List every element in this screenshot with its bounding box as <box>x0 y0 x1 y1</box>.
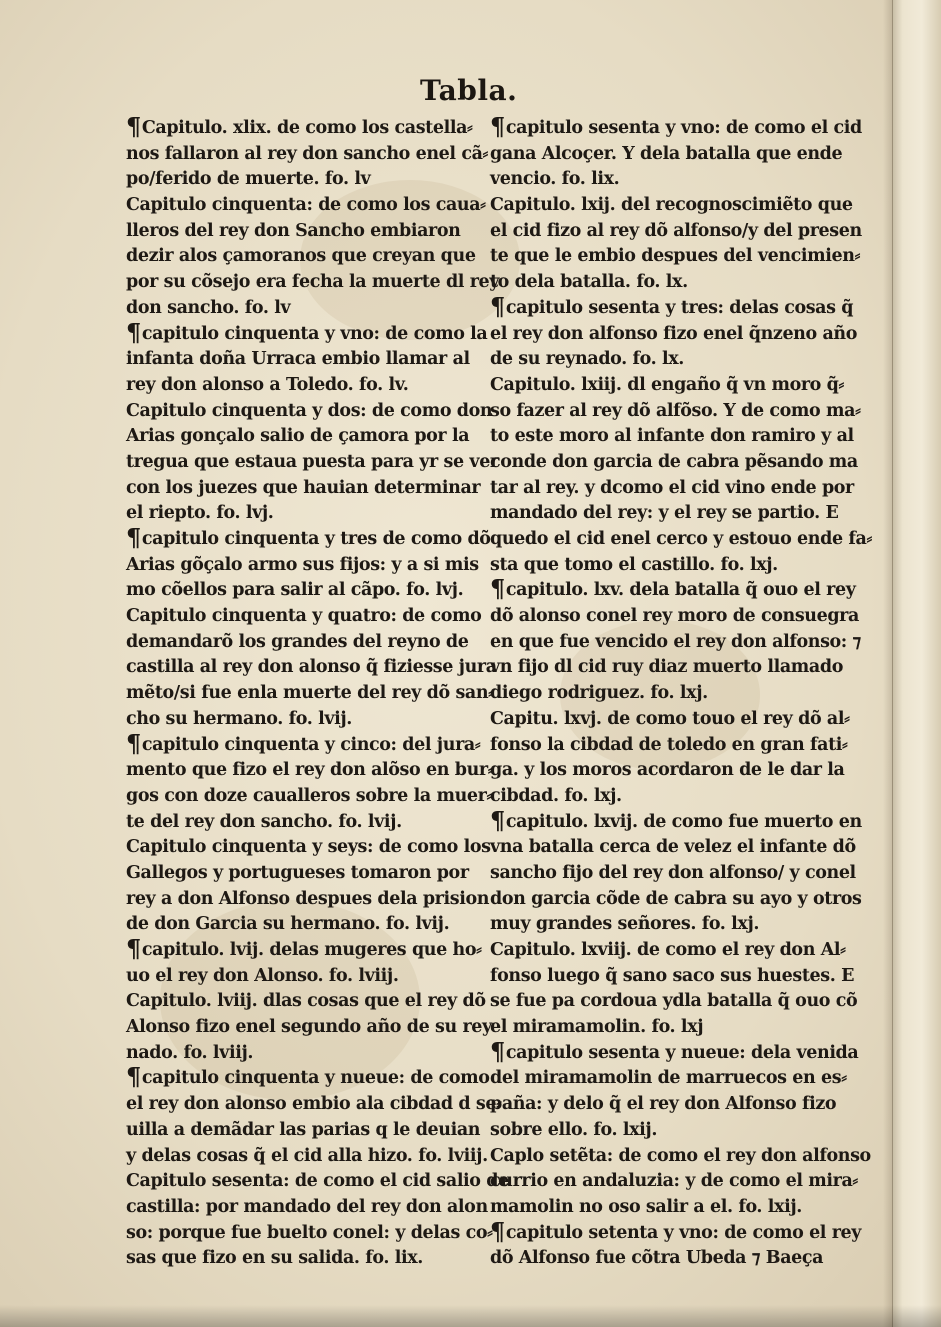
toc-entry-text: sobre ello. fo. lxij. <box>490 1119 658 1140</box>
toc-entry-text: mento que fizo el rey don alõso en bur⸗ <box>126 760 494 781</box>
toc-entry-text: Alonso fizo enel segundo año de su rey <box>126 1017 492 1038</box>
toc-entry-line <box>490 270 822 296</box>
toc-entry-line <box>126 501 458 527</box>
toc-entry-text: gos con doze caualleros sobre la muer⸗ <box>126 785 492 806</box>
toc-entry-line <box>126 270 500 296</box>
toc-entry-text: sancho fijo del rey don alfonso/ y conel <box>490 862 856 883</box>
toc-entry-text: capitulo cinquenta y cinco: del jura⸗ <box>141 734 481 755</box>
toc-entry-text: capitulo sesenta y nueue: dela venida <box>505 1042 859 1063</box>
toc-entry-text: mandado del rey: y el rey se partio. E <box>490 503 839 524</box>
toc-entry-line <box>126 347 470 373</box>
toc-entry-text: gana Alcoçer. Y dela batalla que ende <box>490 143 843 164</box>
toc-entry-text: vencio. fo. lix. <box>490 169 620 190</box>
toc-entry-text: to dela batalla. fo. lx. <box>490 272 688 293</box>
next-page-edge <box>892 0 941 1327</box>
toc-entry-line <box>126 112 473 142</box>
toc-entry-text: dezir alos çamoranos que creyan que <box>126 246 476 267</box>
toc-entry-text: mẽto/si fue enla muerte del rey dõ san⸗ <box>126 683 494 704</box>
toc-entry-line <box>490 655 843 681</box>
toc-entry-line <box>126 728 481 759</box>
pilcrow-icon: ¶ <box>126 934 141 963</box>
toc-entry-line <box>126 964 458 990</box>
toc-entry-text: paña: y delo q̃ el rey don Alfonso fizo <box>490 1094 837 1115</box>
toc-entry-line <box>490 1195 822 1221</box>
toc-entry-line <box>490 964 855 990</box>
toc-entry-line <box>490 553 822 579</box>
toc-entry-text: rey a don Alfonso despues dela prision <box>126 888 490 909</box>
toc-entry-line <box>490 784 822 810</box>
toc-entry-text: Capitu. lxvj. de como touo el rey dõ al⸗ <box>490 708 850 729</box>
toc-entry-text: se fue pa cordoua ydla batalla q̃ ouo cõ <box>490 991 858 1012</box>
toc-entry-text: del miramamolin de marruecos en es⸗ <box>490 1068 847 1089</box>
pilcrow-icon: ¶ <box>490 805 505 835</box>
toc-entry-line <box>490 1169 858 1195</box>
pilcrow-icon: ¶ <box>490 112 505 141</box>
toc-entry-line <box>490 424 854 450</box>
toc-entry-line <box>126 553 479 579</box>
toc-entry-line <box>126 373 458 399</box>
table-of-contents-left-column <box>126 112 509 1272</box>
toc-entry-line <box>126 1062 490 1092</box>
toc-entry-line <box>126 1221 493 1247</box>
toc-entry-text: don garcia cõde de cabra su ayo y otros <box>490 888 862 909</box>
toc-entry-text: el rey don alonso embio ala cibdad d se⸗ <box>126 1094 502 1115</box>
toc-entry-text: castilla al rey don alonso q̃ fiziesse jura <box>126 657 497 678</box>
toc-entry-text: y delas cosas q̃ el cid alla hizo. fo. lviij. <box>126 1145 488 1166</box>
toc-entry-text: te del rey don sancho. fo. lvij. <box>126 811 402 832</box>
toc-entry-text: so: porque fue buelto conel: y delas co⸗ <box>126 1222 493 1243</box>
toc-entry-text: capitulo sesenta y vno: de como el cid <box>505 118 862 138</box>
toc-entry-line <box>126 399 493 425</box>
toc-entry-line <box>490 912 822 938</box>
toc-entry-text: el riepto. fo. lvj. <box>126 503 274 524</box>
toc-entry-text: vna batalla cerca de velez el infante dõ <box>490 837 856 858</box>
toc-entry-line <box>126 296 458 322</box>
toc-entry-text: Capitulo. xlix. de como los castella⸗ <box>141 118 473 138</box>
toc-entry-line <box>126 604 482 630</box>
toc-entry-text: capitulo cinquenta y vno: de como la <box>141 323 488 344</box>
toc-entry-line <box>490 1092 837 1118</box>
toc-entry-line <box>490 989 858 1015</box>
toc-entry-text: Capitulo cinquenta y dos: de como don <box>126 400 493 421</box>
toc-entry-line <box>126 707 458 733</box>
toc-entry-text: po/ferido de muerte. fo. lv <box>126 169 371 190</box>
toc-entry-line <box>490 604 859 630</box>
toc-entry-text: en que fue vencido el rey don alfonso: ⁊ <box>490 631 861 652</box>
toc-entry-line <box>490 347 822 373</box>
toc-entry-line <box>126 758 494 784</box>
toc-entry-text: ga. y los moros acordaron de le dar la <box>490 760 845 781</box>
toc-entry-text: nos fallaron al rey don sancho enel cã⸗ <box>126 143 488 164</box>
toc-entry-line <box>126 244 476 270</box>
toc-entry-line <box>126 1092 502 1118</box>
toc-entry-line <box>490 1066 847 1092</box>
toc-entry-text: Capitulo cinquenta y quatro: de como <box>126 606 482 627</box>
toc-entry-line <box>490 1118 822 1144</box>
toc-entry-text: Capitulo. lxij. del recognoscimiẽto que <box>490 195 853 216</box>
toc-entry-line <box>126 1246 458 1272</box>
toc-entry-text: Capitulo cinquenta y seys: de como los <box>126 837 491 858</box>
toc-entry-line <box>126 835 491 861</box>
toc-entry-line <box>490 733 848 759</box>
toc-entry-line <box>490 938 846 964</box>
toc-entry-text: capitulo setenta y vno: de como el rey <box>505 1222 862 1243</box>
toc-entry-text: fonso luego q̃ sano saco sus huestes. E <box>490 965 855 986</box>
toc-entry-line <box>490 887 862 913</box>
toc-entry-line <box>126 1041 458 1067</box>
toc-entry-line <box>126 167 458 193</box>
toc-entry-line <box>490 112 862 142</box>
toc-entry-line <box>126 317 488 348</box>
toc-entry-line <box>126 424 470 450</box>
toc-entry-line <box>126 1195 488 1221</box>
toc-entry-line <box>126 810 458 836</box>
toc-entry-text: demandarõ los grandes del reyno de <box>126 631 469 652</box>
toc-entry-line <box>490 1144 871 1170</box>
toc-entry-text: sta que tomo el castillo. fo. lxj. <box>490 554 778 575</box>
toc-entry-line <box>126 476 481 502</box>
pilcrow-icon: ¶ <box>490 574 505 604</box>
toc-entry-line <box>126 630 469 656</box>
toc-entry-text: vn fijo dl cid ruy diaz muerto llamado <box>490 657 843 678</box>
toc-entry-text: capitulo. lxvij. de como fue muerto en <box>505 811 862 832</box>
toc-entry-text: diego rodriguez. fo. lxj. <box>490 683 708 704</box>
pilcrow-icon: ¶ <box>126 1062 141 1092</box>
toc-entry-line <box>126 450 499 476</box>
toc-entry-text: lleros del rey don Sancho embiaron <box>126 220 461 241</box>
toc-entry-text: uo el rey don Alonso. fo. lviij. <box>126 965 399 986</box>
toc-entry-text: capitulo. lxv. dela batalla q̃ ouo el rey <box>505 580 856 601</box>
toc-entry-text: mamolin no oso salir a el. fo. lxij. <box>490 1196 802 1217</box>
toc-entry-line <box>490 501 839 527</box>
toc-entry-line <box>490 450 858 476</box>
toc-entry-text: infanta doña Urraca embio llamar al <box>126 349 470 370</box>
toc-entry-line <box>490 805 862 836</box>
toc-entry-text: cibdad. fo. lxj. <box>490 785 622 806</box>
toc-entry-text: dõ alonso conel rey moro de consuegra <box>490 606 859 627</box>
toc-entry-line <box>490 142 843 168</box>
page-bottom-shadow <box>0 1305 941 1327</box>
toc-entry-text: so fazer al rey dõ alfõso. Y de como ma⸗ <box>490 400 861 421</box>
toc-entry-text: cho su hermano. fo. lvij. <box>126 708 352 729</box>
toc-entry-line <box>126 934 482 964</box>
pilcrow-icon: ¶ <box>126 523 141 552</box>
toc-entry-line <box>490 681 822 707</box>
pilcrow-icon: ¶ <box>126 728 141 758</box>
toc-entry-text: Capitulo. lxviij. de como el rey don Al⸗ <box>490 940 846 960</box>
toc-entry-text: el rey don alfonso fizo enel q̃nzeno año <box>490 323 858 344</box>
toc-entry-line <box>490 291 854 322</box>
toc-entry-line <box>126 193 486 219</box>
toc-entry-line <box>126 578 464 604</box>
toc-entry-text: uilla a demãdar las parias q le deuian <box>126 1119 481 1140</box>
toc-entry-line <box>126 681 494 707</box>
toc-entry-line <box>126 989 486 1015</box>
toc-entry-text: el miramamolin. fo. lxj <box>490 1017 704 1038</box>
toc-entry-line <box>490 1036 859 1067</box>
toc-entry-text: rey don alonso a Toledo. fo. lv. <box>126 374 409 395</box>
toc-entry-text: de don Garcia su hermano. fo. lvij. <box>126 914 450 935</box>
toc-entry-line <box>490 219 862 245</box>
toc-entry-text: castilla: por mandado del rey don alon <box>126 1196 488 1217</box>
running-head-title: Tabla. <box>420 74 518 107</box>
toc-entry-line <box>490 835 856 861</box>
pilcrow-icon: ¶ <box>126 112 141 141</box>
toc-entry-text: de su reynado. fo. lx. <box>490 349 684 370</box>
toc-entry-text: capitulo sesenta y tres: delas cosas q̃ <box>505 297 854 318</box>
toc-entry-text: Gallegos y portugueses tomaron por <box>126 862 469 883</box>
toc-entry-line <box>126 784 492 810</box>
toc-entry-text: capitulo cinquenta y tres de como dõ <box>141 529 491 549</box>
toc-entry-text: Capitulo cinquenta: de como los caua⸗ <box>126 195 486 216</box>
toc-entry-line <box>490 1246 822 1272</box>
toc-entry-text: capitulo. lvij. delas mugeres que ho⸗ <box>141 940 482 960</box>
toc-entry-text: currio en andaluzia: y de como el mira⸗ <box>490 1171 858 1192</box>
toc-entry-text: capitulo cinquenta y nueue: de como <box>141 1068 490 1089</box>
toc-entry-text: tar al rey. y dcomo el cid vino ende por <box>490 477 854 498</box>
toc-entry-line <box>490 758 845 784</box>
toc-entry-text: conde don garcia de cabra pẽsando ma <box>490 451 858 472</box>
toc-entry-text: fonso la cibdad de toledo en gran fati⸗ <box>490 734 848 755</box>
toc-entry-text: te que le embio despues del vencimien⸗ <box>490 246 861 267</box>
toc-entry-line <box>126 1118 481 1144</box>
toc-entry-line <box>490 574 856 604</box>
toc-entry-line <box>490 373 844 399</box>
pilcrow-icon: ¶ <box>126 317 141 347</box>
toc-entry-line <box>126 1015 492 1041</box>
pilcrow-icon: ¶ <box>490 1216 505 1246</box>
toc-entry-text: Capitulo. lxiij. dl engaño q̃ vn moro q̃⸗ <box>490 374 844 395</box>
toc-entry-text: tregua que estaua puesta para yr se ver <box>126 451 499 472</box>
toc-entry-line <box>490 630 861 656</box>
pilcrow-icon: ¶ <box>490 1036 505 1066</box>
toc-entry-text: sas que fizo en su salida. fo. lix. <box>126 1248 423 1269</box>
toc-entry-line <box>126 861 469 887</box>
toc-entry-line <box>490 193 853 219</box>
toc-entry-line <box>126 1169 509 1195</box>
toc-entry-text: mo cõellos para salir al cãpo. fo. lvj. <box>126 580 464 601</box>
pilcrow-icon: ¶ <box>490 291 505 321</box>
toc-entry-line <box>490 167 822 193</box>
toc-entry-line <box>490 322 858 348</box>
toc-entry-line <box>126 523 491 553</box>
toc-entry-text: Arias gõçalo armo sus fijos: y a si mis <box>126 554 479 575</box>
toc-entry-line <box>126 912 458 938</box>
toc-entry-text: quedo el cid enel cerco y estouo ende fa⸗ <box>490 529 872 549</box>
toc-entry-text: to este moro al infante don ramiro y al <box>490 426 854 447</box>
toc-entry-line <box>126 142 488 168</box>
toc-entry-line <box>490 399 861 425</box>
toc-entry-text: Arias gonçalo salio de çamora por la <box>126 426 470 447</box>
toc-entry-line <box>490 1015 822 1041</box>
toc-entry-text: Capitulo sesenta: de como el cid salio de <box>126 1171 509 1192</box>
toc-entry-line <box>126 887 490 913</box>
toc-entry-line <box>126 1144 488 1170</box>
toc-entry-text: Capitulo. lviij. dlas cosas que el rey dõ <box>126 991 486 1012</box>
toc-entry-text: con los juezes que hauian determinar <box>126 477 481 498</box>
toc-entry-line <box>490 244 861 270</box>
toc-entry-line <box>490 527 872 553</box>
toc-entry-line <box>490 1216 862 1247</box>
table-of-contents-right-column <box>490 112 872 1272</box>
toc-entry-text: Caplo setẽta: de como el rey don alfonso <box>490 1145 871 1166</box>
toc-entry-text: por su cõsejo era fecha la muerte dl rey <box>126 272 500 293</box>
toc-entry-text: nado. fo. lviij. <box>126 1042 254 1063</box>
toc-entry-line <box>490 476 854 502</box>
toc-entry-line <box>126 655 497 681</box>
toc-entry-line <box>490 707 850 733</box>
toc-entry-line <box>490 861 856 887</box>
toc-entry-text: muy grandes señores. fo. lxj. <box>490 914 760 935</box>
toc-entry-line <box>126 219 461 245</box>
toc-entry-text: don sancho. fo. lv <box>126 297 291 318</box>
toc-entry-text: dõ Alfonso fue cõtra Ubeda ⁊ Baeça <box>490 1248 824 1269</box>
toc-entry-text: el cid fizo al rey dõ alfonso/y del presen <box>490 220 862 241</box>
